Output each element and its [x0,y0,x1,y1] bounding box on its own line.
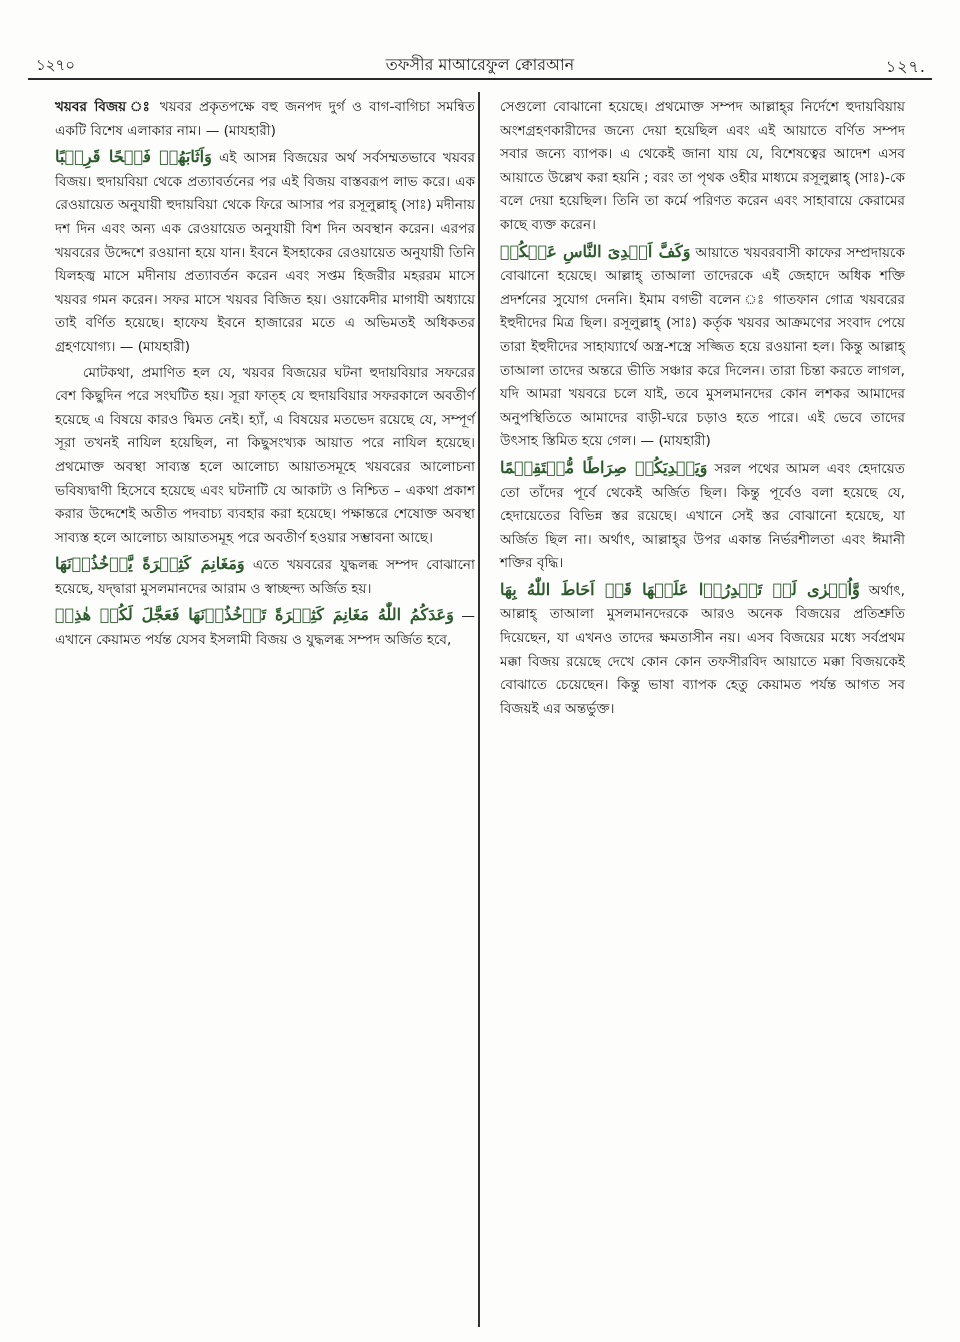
paragraph-lead: —এখানে [55,608,475,649]
paragraph-text: তাঁদের পূর্বে থেকেই অর্জিত ছিল। কিন্তু পূর্বেও বলা হয়েছে যে, হেদায়েতের বিভিন্ন স্তর রয়েছে। এখানে সেই স্তর বোঝানো হয়েছে, যা অর্জিত ছিল না। অর্থাৎ, আল্লাহ্‌র উপর একান্ত নির্ভরশীলতা এবং ঈমানী শক্তির বৃদ্ধি। [500,484,905,572]
paragraph-text: খয়বর প্রকৃতপক্ষে বহু জনপদ দুর্গ ও বাগ-বাগিচা সমন্বিত একটি বিশেষ এলাকার নাম। — (মাযহারী) [55,99,475,139]
arabic-ayah: وَكَفَّ اَيۡدِىَ النَّاسِ عَنۡكُمۡ [500,241,691,261]
paragraph-text: কেয়ামত পর্যন্ত যেসব ইসলামী বিজয় ও যুদ্ধলব্ধ সম্পদ অর্জিত হবে, [96,632,452,649]
paragraph-text: এতে খয়বরের যুদ্ধলব্ধ সম্পদ বোঝানো হয়েছে, যদ্দ্বারা মুসলমানদের আরাম ও স্বাচ্ছন্দ্য অর্জিত হয়। [55,557,475,597]
column-divider [478,92,480,1327]
right-column [500,96,905,723]
paragraph-lead: সরল পথের আমল এবং হেদায়েত তো [500,460,906,501]
paragraph-lead: অর্থাৎ, আল্লাহ্ তাআলা [500,582,905,623]
paragraph-ayah-maghanim [55,552,475,601]
arabic-ayah: وَّاُخۡرٰى لَمۡ تَقۡدِرُوۡا عَلَيۡهَا قَدۡ اَحَاطَ اللّٰهُ بِهَا [500,579,860,599]
arabic-ayah: وَمَغَانِمَ كَثِيۡرَةً يَّاۡخُذُوۡنَهَا [55,554,245,574]
paragraph-text: এই আসন্ন বিজয়ের অর্থ সর্বসম্মতভাবে খয়বর বিজয়। হুদায়বিয়া থেকে প্রত্যাবর্তনের পর এই বিজয় বাস্তবরূপ লাভ করে। এক রেওয়ায়েত অনুযায়ী হুদায়বিয়া থেকে ফিরে আসার পর রসূলুল্লাহ্ (সাঃ) মদীনায় দশ দিন এবং অন্য এক রেওয়ায়েত অনুযায়ী বিশ দিন অবস্থান করেন। এরপর খয়বরের উদ্দেশে রওয়ানা হয়ে যান। ইবনে ইসহাকের রেওয়ায়েত অনুযায়ী তিনি যিলহজ্ব মাসে মদীনায় প্রত্যাবর্তন করেন এবং সপ্তম হিজরীর মহররম মাসে খয়বর গমন করেন। সফর মাসে খয়বর বিজিত হয়। ওয়াকেদীর মাগাযী অধ্যায়ে তাই বর্ণিত হয়েছে। হাফেয ইবনে হাজারের মতে এ অভিমতই অধিকতর গ্রহণযোগ্য। — (মাযহারী) [55,150,475,355]
arabic-ayah: وَيَهۡدِيَكُمۡ صِرَاطًا مُّسۡتَقِيۡمًا [500,457,708,477]
arabic-ayah: وَاَثَابَهُمۡ فَتۡحًا قَرِيۡبًا [55,147,212,167]
paragraph-ayah-kaffa [500,240,905,454]
left-column [55,96,475,655]
paragraph-text: মুসলমানদেরকে আরও অনেক বিজয়ের প্রতিশ্রুতি দিয়েছেন, যা এখনও তাদের ক্ষমতাসীন নয়। এসব বিজয়ের মধ্যে সর্বপ্রথম মক্কা বিজয় রয়েছে দেখে কোন কোন তফসীরবিদ আয়াতে মক্কা বিজয়কেই বোঝাতে চেয়েছেন। কিন্তু ভাষা ব্যাপক হেতু কেয়ামত পর্যন্ত আগত সব বিজয়ই এর অন্তর্ভুক্ত। [500,606,906,717]
running-header [28,52,932,80]
paragraph-ayah-fathan [55,145,475,359]
paragraph-text: মোটকথা, প্রমাণিত হল যে, খয়বর বিজয়ের ঘটনা হুদায়বিয়ার সফরের বেশ কিছুদিন পরে সংঘটিত হয়। সূরা ফাত্হ যে হুদায়বিয়ার সফরকালে অবতীর্ণ হয়েছে এ বিষয়ে কারও দ্বিমত নেই। হ্যাঁ, এ বিষয়ের মতভেদ রয়েছে যে, সম্পূর্ণ সূরা তখনই নাযিল হয়েছিল, না কিছুসংখ্যক আয়াত পরে নাযিল হয়েছে। প্রথমোক্ত অবস্থা সাব্যস্ত হলে আলোচ্য আয়াতসমূহে খয়বরের আলোচনা ভবিষ্যদ্বাণী হিসেবে হয়েছে এবং ঘটনাটি যে আকাট্য ও নিশ্চিত – একথা প্রকাশ করার উদ্দেশেই অতীত পদবাচ্য ব্যবহার করা হয়েছে। পক্ষান্তরে শেষোক্ত অবস্থা সাব্যস্ত হলে আলোচ্য আয়াতসমূহ পরে অবতীর্ণ হওয়ার সম্ভাবনা আছে। [55,364,475,546]
paragraph-summary [55,362,475,551]
paragraph-continuation [500,96,905,238]
arabic-ayah: وَعَدَكُمُ اللّٰهُ مَغَانِمَ كَثِيۡرَةً تَاۡخُذُوۡنَهَا فَعَجَّلَ لَكُمۡ هٰذِهٖ [55,605,454,625]
paragraph-lead: আয়াতে খয়বরবাসী কাফের সম্প্রদায়কে [695,244,905,261]
page-number-bengali: ১২৭০ [36,56,75,74]
paragraph-text: বোঝানো হয়েছে। আল্লাহ্ তাআলা তাদেরকে এই জেহাদে অধিক শক্তি প্রদর্শনের সুযোগ দেননি। ইমাম বগভী বলেন ঃ গাতফান গোত্র খয়বরের ইহুদীদের মিত্র ছিল। রসূলুল্লাহ্ (সাঃ) কর্তৃক খয়বর আক্রমণের সংবাদ পেয়ে তারা ইহুদীদের সাহায্যার্থে অস্ত্র-শস্ত্রে সজ্জিত হয়ে রওয়ানা হল। কিন্তু আল্লাহ্ তাআলা তাদের অন্তরে ভীতি সঞ্চার করে দিলেন। তারা চিন্তা করতে লাগল, যদি আমরা খয়বরে চলে যাই, তবে মুসলমানদের কোন লশকর আমাদের অনুপস্থিতিতে আমাদের বাড়ী-ঘরে চড়াও হতে পারে। এই ভেবে তাদের উৎসাহ স্তিমিত হয়ে গেল। — (মাযহারী) [500,268,905,450]
section-heading: খয়বর বিজয় ঃ [55,99,153,115]
paragraph-ayah-yahdiyakum [500,456,905,576]
paragraph-ayah-waadakum [55,603,475,652]
paragraph-ayah-ukhra [500,578,905,722]
paragraph-text: সেগুলো বোঝানো হয়েছে। প্রথমোক্ত সম্পদ আল্লাহ্‌র নির্দেশে হুদায়বিয়ায় অংশগ্রহণকারীদের জন্যে দেয়া হয়েছিল এবং এই আয়াতে বর্ণিত সম্পদ সবার জন্যে ব্যাপক। এ থেকেই জানা যায় যে, বিশেষত্বের আদেশ এসব আয়াতে উল্লেখ করা হয়নি ; বরং তা পৃথক ওহীর মাধ্যমে রসূলুল্লাহ্ (সাঃ)-কে বলে দেয়া হয়েছিল। তিনি তা কর্মে পরিণত করেন এবং সাহাবায়ে কেরামের কাছে ব্যক্ত করেন। [500,99,905,233]
book-title: তফসীর মাআরেফুল ক্বোরআন [385,55,575,74]
page-number-arabic: ১২৭. [885,57,926,76]
paragraph-khaybar-intro [55,96,475,143]
